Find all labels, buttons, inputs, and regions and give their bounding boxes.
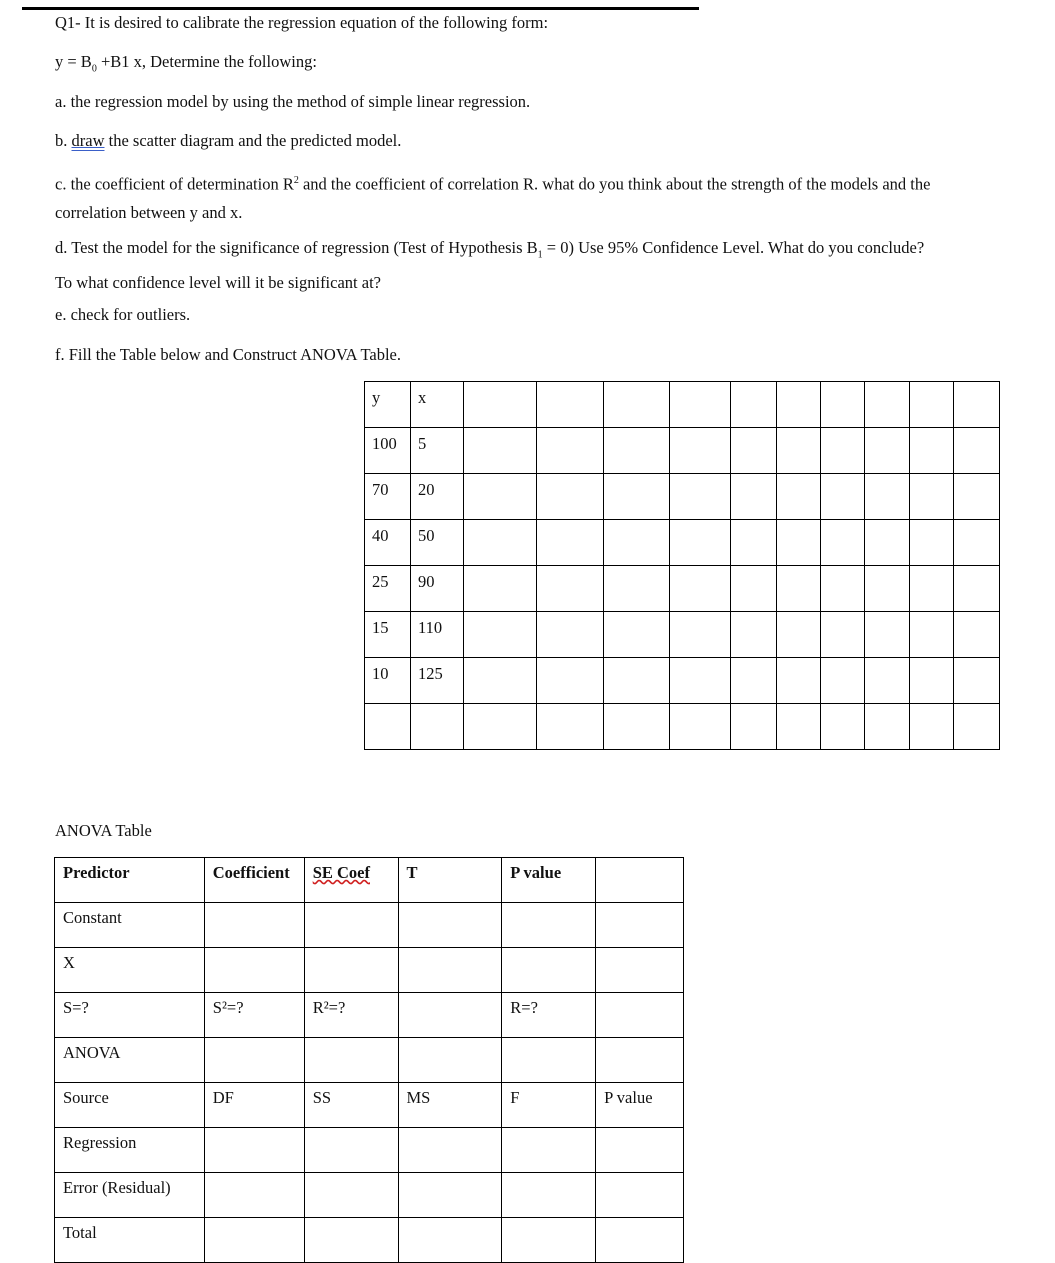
part-d-pre: d. Test the model for the significance of regression (Test of Hypothesis B	[55, 238, 538, 257]
empty-cell	[463, 428, 536, 474]
empty-cell	[669, 520, 731, 566]
data-y-cell: 10	[365, 658, 411, 704]
anova-cell	[304, 903, 398, 948]
empty-cell	[731, 520, 777, 566]
anova-caption: ANOVA Table	[55, 821, 152, 840]
empty-cell	[821, 566, 865, 612]
empty-cell	[536, 474, 603, 520]
empty-cell	[731, 566, 777, 612]
empty-cell	[865, 382, 910, 428]
data-row	[365, 612, 1000, 658]
data-y-cell: 40	[365, 520, 411, 566]
empty-cell	[954, 704, 1000, 750]
anova-cell	[204, 1038, 304, 1083]
anova-cell	[398, 1038, 502, 1083]
anova-row	[55, 1128, 684, 1173]
part-b-prefix: b.	[55, 131, 72, 150]
empty-cell	[731, 428, 777, 474]
part-d-post: = 0) Use 95% Confidence Level. What do you conclude? To what confidence level will it be significant at?	[55, 238, 925, 293]
empty-cell	[669, 474, 731, 520]
part-c-sup: 2	[293, 175, 299, 186]
empty-cell	[731, 382, 777, 428]
data-y-cell	[365, 704, 411, 750]
anova-row	[55, 1083, 684, 1128]
data-x-cell: 90	[410, 566, 463, 612]
empty-cell	[463, 612, 536, 658]
part-b	[55, 127, 401, 155]
anova-cell: Total	[55, 1218, 205, 1263]
empty-cell	[865, 658, 910, 704]
anova-cell	[204, 1173, 304, 1218]
anova-cell	[304, 1128, 398, 1173]
part-f: f. Fill the Table below and Construct ANOVA Table.	[55, 345, 401, 364]
empty-cell	[536, 658, 603, 704]
empty-cell	[910, 382, 954, 428]
anova-cell: F	[502, 1083, 596, 1128]
part-a: a. the regression model by using the method of simple linear regression.	[55, 92, 531, 111]
empty-cell	[865, 704, 910, 750]
empty-cell	[821, 428, 865, 474]
empty-cell	[821, 612, 865, 658]
equation-pre: y = B	[55, 52, 92, 71]
anova-row	[55, 1218, 684, 1263]
anova-cell	[398, 948, 502, 993]
anova-header-p-value: P value	[502, 858, 596, 903]
empty-cell	[536, 382, 603, 428]
empty-cell	[777, 428, 821, 474]
empty-cell	[910, 704, 954, 750]
anova-cell: S=?	[55, 993, 205, 1038]
anova-cell	[398, 1128, 502, 1173]
empty-cell	[603, 658, 669, 704]
empty-cell	[463, 566, 536, 612]
anova-header-row	[55, 858, 684, 903]
empty-cell	[463, 658, 536, 704]
anova-cell	[596, 1173, 684, 1218]
anova-cell: MS	[398, 1083, 502, 1128]
question-title: Q1- It is desired to calibrate the regression equation of the following form:	[55, 13, 549, 32]
empty-cell	[910, 566, 954, 612]
empty-cell	[821, 474, 865, 520]
empty-cell	[731, 612, 777, 658]
anova-cell	[502, 1218, 596, 1263]
anova-cell	[398, 903, 502, 948]
data-x-cell: 20	[410, 474, 463, 520]
anova-cell	[398, 1173, 502, 1218]
anova-cell: P value	[596, 1083, 684, 1128]
anova-cell	[596, 993, 684, 1038]
empty-cell	[910, 428, 954, 474]
part-b-rest: the scatter diagram and the predicted model.	[104, 131, 402, 150]
anova-row	[55, 1038, 684, 1083]
data-x-cell: 125	[410, 658, 463, 704]
equation-post: +B1 x, Determine the following:	[96, 52, 317, 71]
anova-cell	[304, 948, 398, 993]
empty-cell	[954, 382, 1000, 428]
anova-cell	[204, 948, 304, 993]
data-y-cell: 100	[365, 428, 411, 474]
anova-cell	[204, 903, 304, 948]
empty-cell	[865, 612, 910, 658]
empty-cell	[603, 566, 669, 612]
empty-cell	[463, 520, 536, 566]
anova-cell: SS	[304, 1083, 398, 1128]
anova-header-se-coef	[304, 858, 398, 903]
anova-cell	[502, 1038, 596, 1083]
empty-cell	[777, 474, 821, 520]
equation-line	[55, 48, 317, 83]
anova-cell: S²=?	[204, 993, 304, 1038]
anova-table	[54, 857, 684, 1263]
data-x-cell: 110	[410, 612, 463, 658]
anova-cell	[596, 1128, 684, 1173]
anova-cell: Error (Residual)	[55, 1173, 205, 1218]
anova-row	[55, 993, 684, 1038]
data-row	[365, 658, 1000, 704]
empty-cell	[954, 566, 1000, 612]
empty-cell	[777, 566, 821, 612]
anova-header-predictor: Predictor	[55, 858, 205, 903]
empty-cell	[821, 704, 865, 750]
part-c-post: and the coefficient of correlation R. what do you think about the strength of the models and the correlation between y and x.	[55, 174, 931, 222]
anova-cell: R=?	[502, 993, 596, 1038]
anova-cell: DF	[204, 1083, 304, 1128]
empty-cell	[669, 382, 731, 428]
data-y-cell: 25	[365, 566, 411, 612]
empty-cell	[954, 658, 1000, 704]
data-x-cell	[410, 704, 463, 750]
anova-header-empty	[596, 858, 684, 903]
anova-cell	[398, 993, 502, 1038]
anova-cell	[304, 1218, 398, 1263]
data-row	[365, 520, 1000, 566]
empty-cell	[669, 658, 731, 704]
empty-cell	[910, 520, 954, 566]
anova-cell	[596, 948, 684, 993]
empty-cell	[536, 566, 603, 612]
equation-sub: 0	[91, 63, 97, 75]
empty-cell	[910, 612, 954, 658]
data-header-y: y	[365, 382, 411, 428]
empty-cell	[865, 520, 910, 566]
anova-cell	[502, 1173, 596, 1218]
empty-cell	[777, 382, 821, 428]
anova-cell	[204, 1128, 304, 1173]
empty-cell	[821, 520, 865, 566]
empty-cell	[669, 566, 731, 612]
empty-cell	[536, 612, 603, 658]
anova-cell: R²=?	[304, 993, 398, 1038]
empty-cell	[910, 474, 954, 520]
empty-cell	[865, 474, 910, 520]
part-c	[55, 167, 975, 227]
empty-cell	[731, 704, 777, 750]
data-x-cell: 50	[410, 520, 463, 566]
empty-cell	[603, 612, 669, 658]
anova-cell: ANOVA	[55, 1038, 205, 1083]
anova-cell	[596, 903, 684, 948]
data-row	[365, 566, 1000, 612]
anova-cell: Constant	[55, 903, 205, 948]
empty-cell	[603, 428, 669, 474]
data-row	[365, 704, 1000, 750]
anova-header-t: T	[398, 858, 502, 903]
empty-cell	[669, 612, 731, 658]
empty-cell	[536, 428, 603, 474]
data-y-cell: 70	[365, 474, 411, 520]
anova-cell	[502, 1128, 596, 1173]
empty-cell	[463, 474, 536, 520]
data-x-cell: 5	[410, 428, 463, 474]
empty-cell	[731, 658, 777, 704]
anova-header-coefficient: Coefficient	[204, 858, 304, 903]
anova-cell	[304, 1038, 398, 1083]
empty-cell	[777, 520, 821, 566]
empty-cell	[603, 382, 669, 428]
anova-cell: X	[55, 948, 205, 993]
empty-cell	[954, 612, 1000, 658]
empty-cell	[463, 382, 536, 428]
data-table-header-row	[365, 382, 1000, 428]
anova-cell	[596, 1038, 684, 1083]
empty-cell	[865, 428, 910, 474]
data-table	[364, 381, 1000, 750]
empty-cell	[603, 704, 669, 750]
empty-cell	[954, 474, 1000, 520]
anova-cell	[596, 1218, 684, 1263]
empty-cell	[777, 658, 821, 704]
empty-cell	[954, 520, 1000, 566]
empty-cell	[731, 474, 777, 520]
empty-cell	[536, 704, 603, 750]
empty-cell	[463, 704, 536, 750]
anova-row	[55, 1173, 684, 1218]
part-d-sub: 1	[537, 249, 543, 261]
data-y-cell: 15	[365, 612, 411, 658]
data-header-x: x	[410, 382, 463, 428]
anova-cell: Regression	[55, 1128, 205, 1173]
empty-cell	[603, 474, 669, 520]
part-b-draw-word: draw	[71, 131, 105, 150]
anova-row	[55, 948, 684, 993]
data-row	[365, 474, 1000, 520]
part-d	[55, 234, 945, 297]
empty-cell	[865, 566, 910, 612]
anova-cell	[204, 1218, 304, 1263]
empty-cell	[910, 658, 954, 704]
anova-header-se-coef-text: SE Coef	[312, 863, 370, 882]
empty-cell	[821, 658, 865, 704]
anova-cell	[398, 1218, 502, 1263]
empty-cell	[536, 520, 603, 566]
anova-cell	[502, 948, 596, 993]
empty-cell	[777, 612, 821, 658]
empty-cell	[603, 520, 669, 566]
anova-row	[55, 903, 684, 948]
part-e: e. check for outliers.	[55, 305, 191, 324]
part-c-pre: c. the coefficient of determination R	[55, 174, 294, 194]
empty-cell	[669, 428, 731, 474]
anova-cell	[502, 903, 596, 948]
empty-cell	[821, 382, 865, 428]
anova-cell	[304, 1173, 398, 1218]
empty-cell	[669, 704, 731, 750]
empty-cell	[954, 428, 1000, 474]
empty-cell	[777, 704, 821, 750]
data-row	[365, 428, 1000, 474]
anova-cell: Source	[55, 1083, 205, 1128]
